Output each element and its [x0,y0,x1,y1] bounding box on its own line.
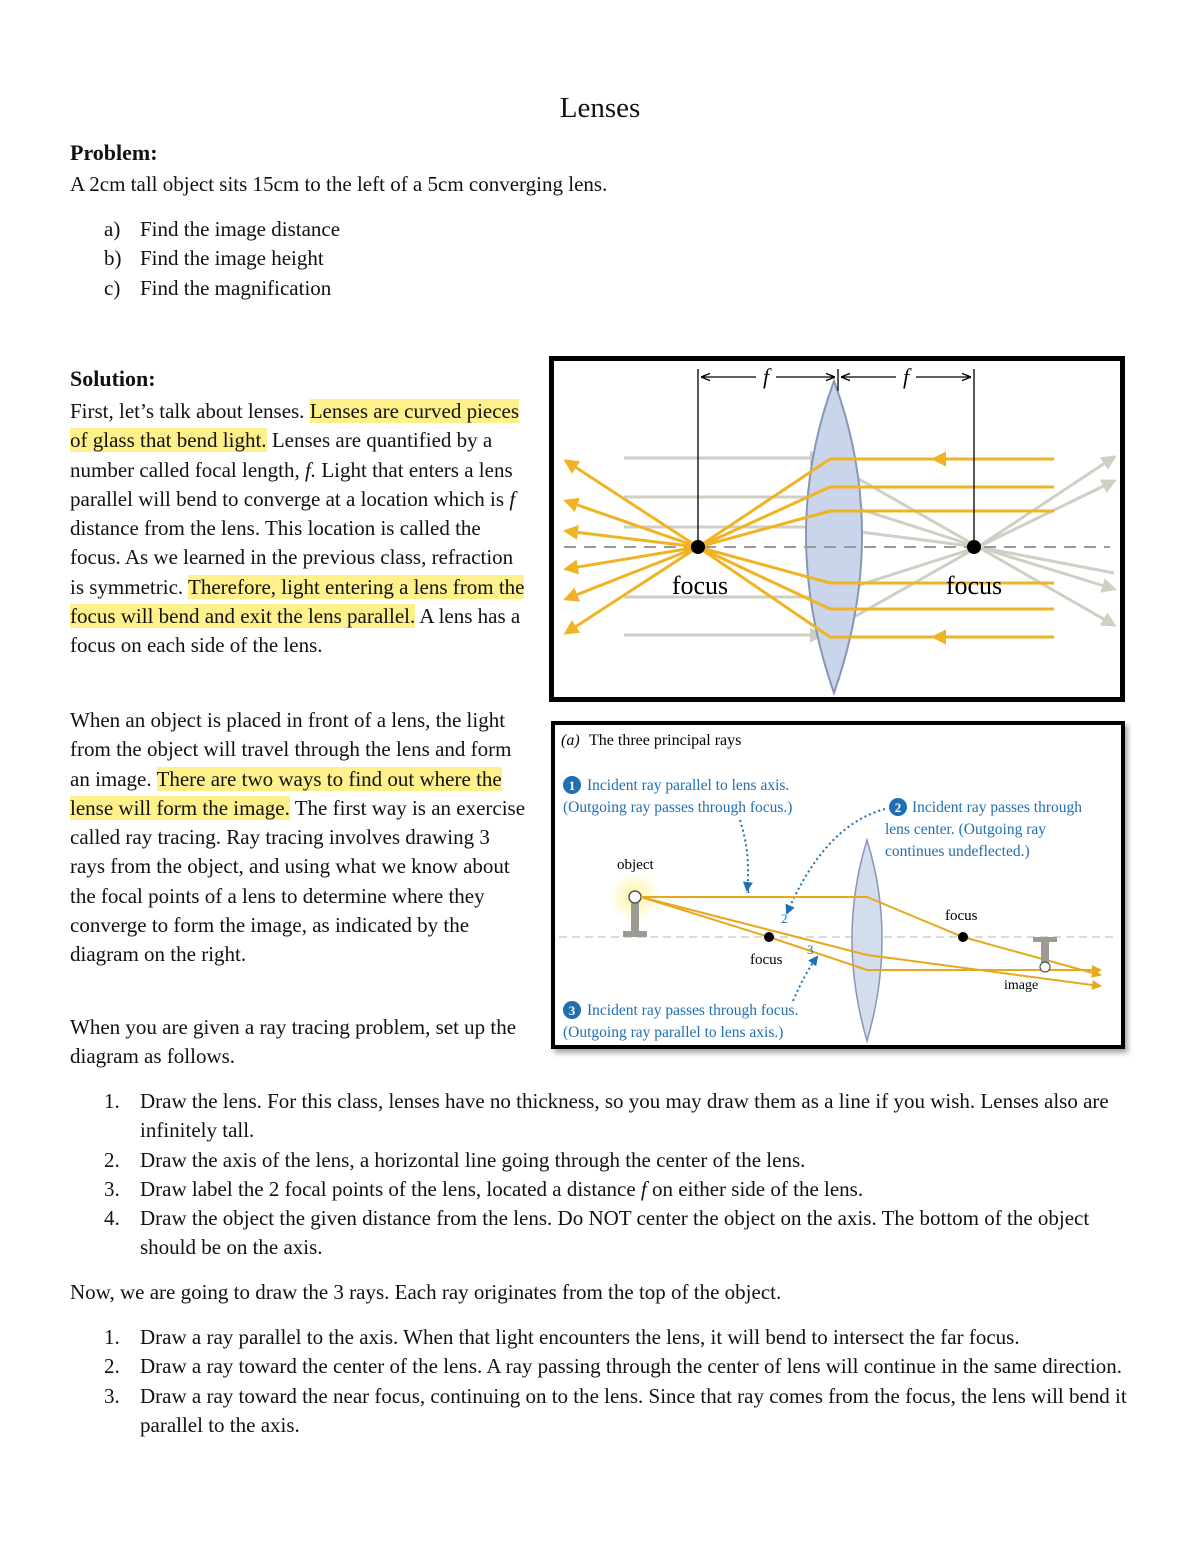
list-marker: 1. [104,1089,120,1113]
solution-paragraph-1 [70,397,532,661]
highlighted-text: There are two ways to find out where the lense will form the image. [70,766,502,820]
text-run: Light that enters a lens parallel will bend to converge at a location which is [70,457,513,511]
focus-point-left [764,932,774,942]
list-item [70,1146,1130,1175]
italic-variable: f. [305,457,317,482]
figure-caption: The three principal rays [589,732,742,749]
list-item [70,244,770,273]
list-text: Draw the lens. For this class, lenses have no thickness, so you may draw them as a line if you wish. Lenses also are infinitely tall. [140,1089,1109,1143]
focus-label-right: focus [945,908,978,924]
text-run: First, let’s talk about lenses. [70,399,310,423]
ray-number: 2 [781,911,788,926]
note2-line2: lens center. (Outgoing ray [885,821,1046,838]
note-number: 1 [568,778,576,793]
note3-line2: (Outgoing ray parallel to lens axis.) [563,1024,784,1041]
note-number: 3 [568,1003,576,1018]
list-text: Draw label the 2 focal points of the lens, located a distance [140,1176,641,1201]
problem-heading: Problem: [70,140,158,165]
list-text: Draw a ray toward the center of the lens. A ray passing through the center of lens will continue in the same direction. [140,1354,1123,1379]
note-number: 2 [894,800,902,815]
italic-variable: f [640,1176,647,1201]
list-item [70,1352,1130,1381]
principal-rays-figure [551,721,1125,1049]
list-text: Find the image distance [140,217,341,241]
highlighted-text: Therefore, light entering a lens from the focus will bend and exit the lens parallel. [70,574,525,629]
list-marker: a) [104,217,121,241]
note2-line1: Incident ray passes through [912,799,1083,816]
solution-paragraph-2 [70,706,528,970]
principal-rays-diagram [555,725,1121,1045]
text-run: The first way is an exercise called ray tracing. Ray tracing involves drawing 3 rays from the object, and using what we know about the focal points of a lens to determine where they converge to form the image, as indicated by the diagram on the right. [70,795,526,967]
list-marker: 3. [104,1383,120,1408]
list-item [70,1204,1130,1263]
ray-number: 3 [807,942,814,957]
solution-heading: Solution: [70,366,156,391]
object-base [623,931,647,937]
problem-statement: A 2cm tall object sits 15cm to the left of a 5cm converging lens. [70,172,608,196]
image-label: image [1004,978,1039,993]
list-marker: 3. [104,1176,120,1201]
focus-label-left: focus [750,952,783,968]
setup-steps-list [70,1087,1130,1263]
list-marker: 4. [104,1206,120,1231]
lens-focus-diagram [554,361,1120,697]
list-text: Find the image height [140,246,324,271]
focus-label-right: focus [945,571,1003,600]
lens-focus-figure [549,356,1125,702]
ray-number: 1 [745,881,752,896]
text-run: Lenses are quantified by a number called focal length, [70,428,493,482]
image-top [1040,962,1050,972]
note3-line1: Incident ray passes through focus. [587,1002,799,1019]
text-run: A lens has a focus on each side of the lens. [70,604,521,658]
list-text: Draw a ray parallel to the axis. When that light encounters the lens, it will bend to intersect the far focus. [140,1325,1020,1349]
list-item [70,1175,1130,1204]
list-marker: c) [104,275,121,300]
list-text: Draw the axis of the lens, a horizontal line going through the center of the lens. [140,1147,806,1172]
list-item [70,215,770,244]
list-marker: 2. [104,1354,120,1379]
lens-shape [806,381,862,693]
focus-label-left: focus [671,571,729,600]
italic-variable: f [509,486,516,511]
list-text: Draw a ray toward the near focus, continuing on to the lens. Since that ray comes from the focus, the lens will bend it parallel to the axis. [140,1383,1127,1437]
object-top [629,891,641,903]
note1-line1: Incident ray parallel to lens axis. [587,777,790,794]
focus-point-right [958,932,968,942]
focus-point-left [691,540,705,554]
object-label: object [617,857,654,873]
list-item [70,1323,1130,1352]
list-item [70,1087,1130,1146]
list-text: on either side of the lens. [646,1176,864,1201]
ray-steps-list [70,1323,1130,1440]
solution-paragraph-4: Now, we are going to draw the 3 rays. Each ray originates from the top of the object. [70,1280,782,1304]
text-run: When an object is placed in front of a lens, the light from the object will travel through the lens and form an image. [70,708,512,791]
list-text: Find the magnification [140,275,332,300]
page-title: Lenses [559,92,641,124]
problem-parts-list [70,215,770,303]
note1-line2: (Outgoing ray passes through focus.) [563,799,793,816]
focal-length-label-left: f [762,364,770,389]
object-post [631,901,639,933]
note2-line3: continues undeflected.) [885,843,1030,860]
solution-paragraph-3: When you are given a ray tracing problem, set up the diagram as follows. [70,1015,517,1069]
text-run: distance from the lens. This location is called the focus. As we learned in the previous class, refraction is symmetric. [70,516,514,599]
list-text: Draw the object the given distance from the lens. Do NOT center the object on the axis. The bottom of the object should be on the axis. [140,1206,1090,1260]
caption-prefix: (a) [561,732,580,749]
focus-point-right [967,540,981,554]
list-item [70,274,770,303]
focal-length-label-right: f [902,364,910,389]
list-marker: 2. [104,1147,120,1172]
highlighted-text: Lenses are curved pieces of glass that bend light. [70,399,520,453]
list-marker: 1. [104,1325,120,1349]
list-item [70,1382,1130,1441]
list-marker: b) [104,246,122,271]
lens-shape [852,840,882,1041]
